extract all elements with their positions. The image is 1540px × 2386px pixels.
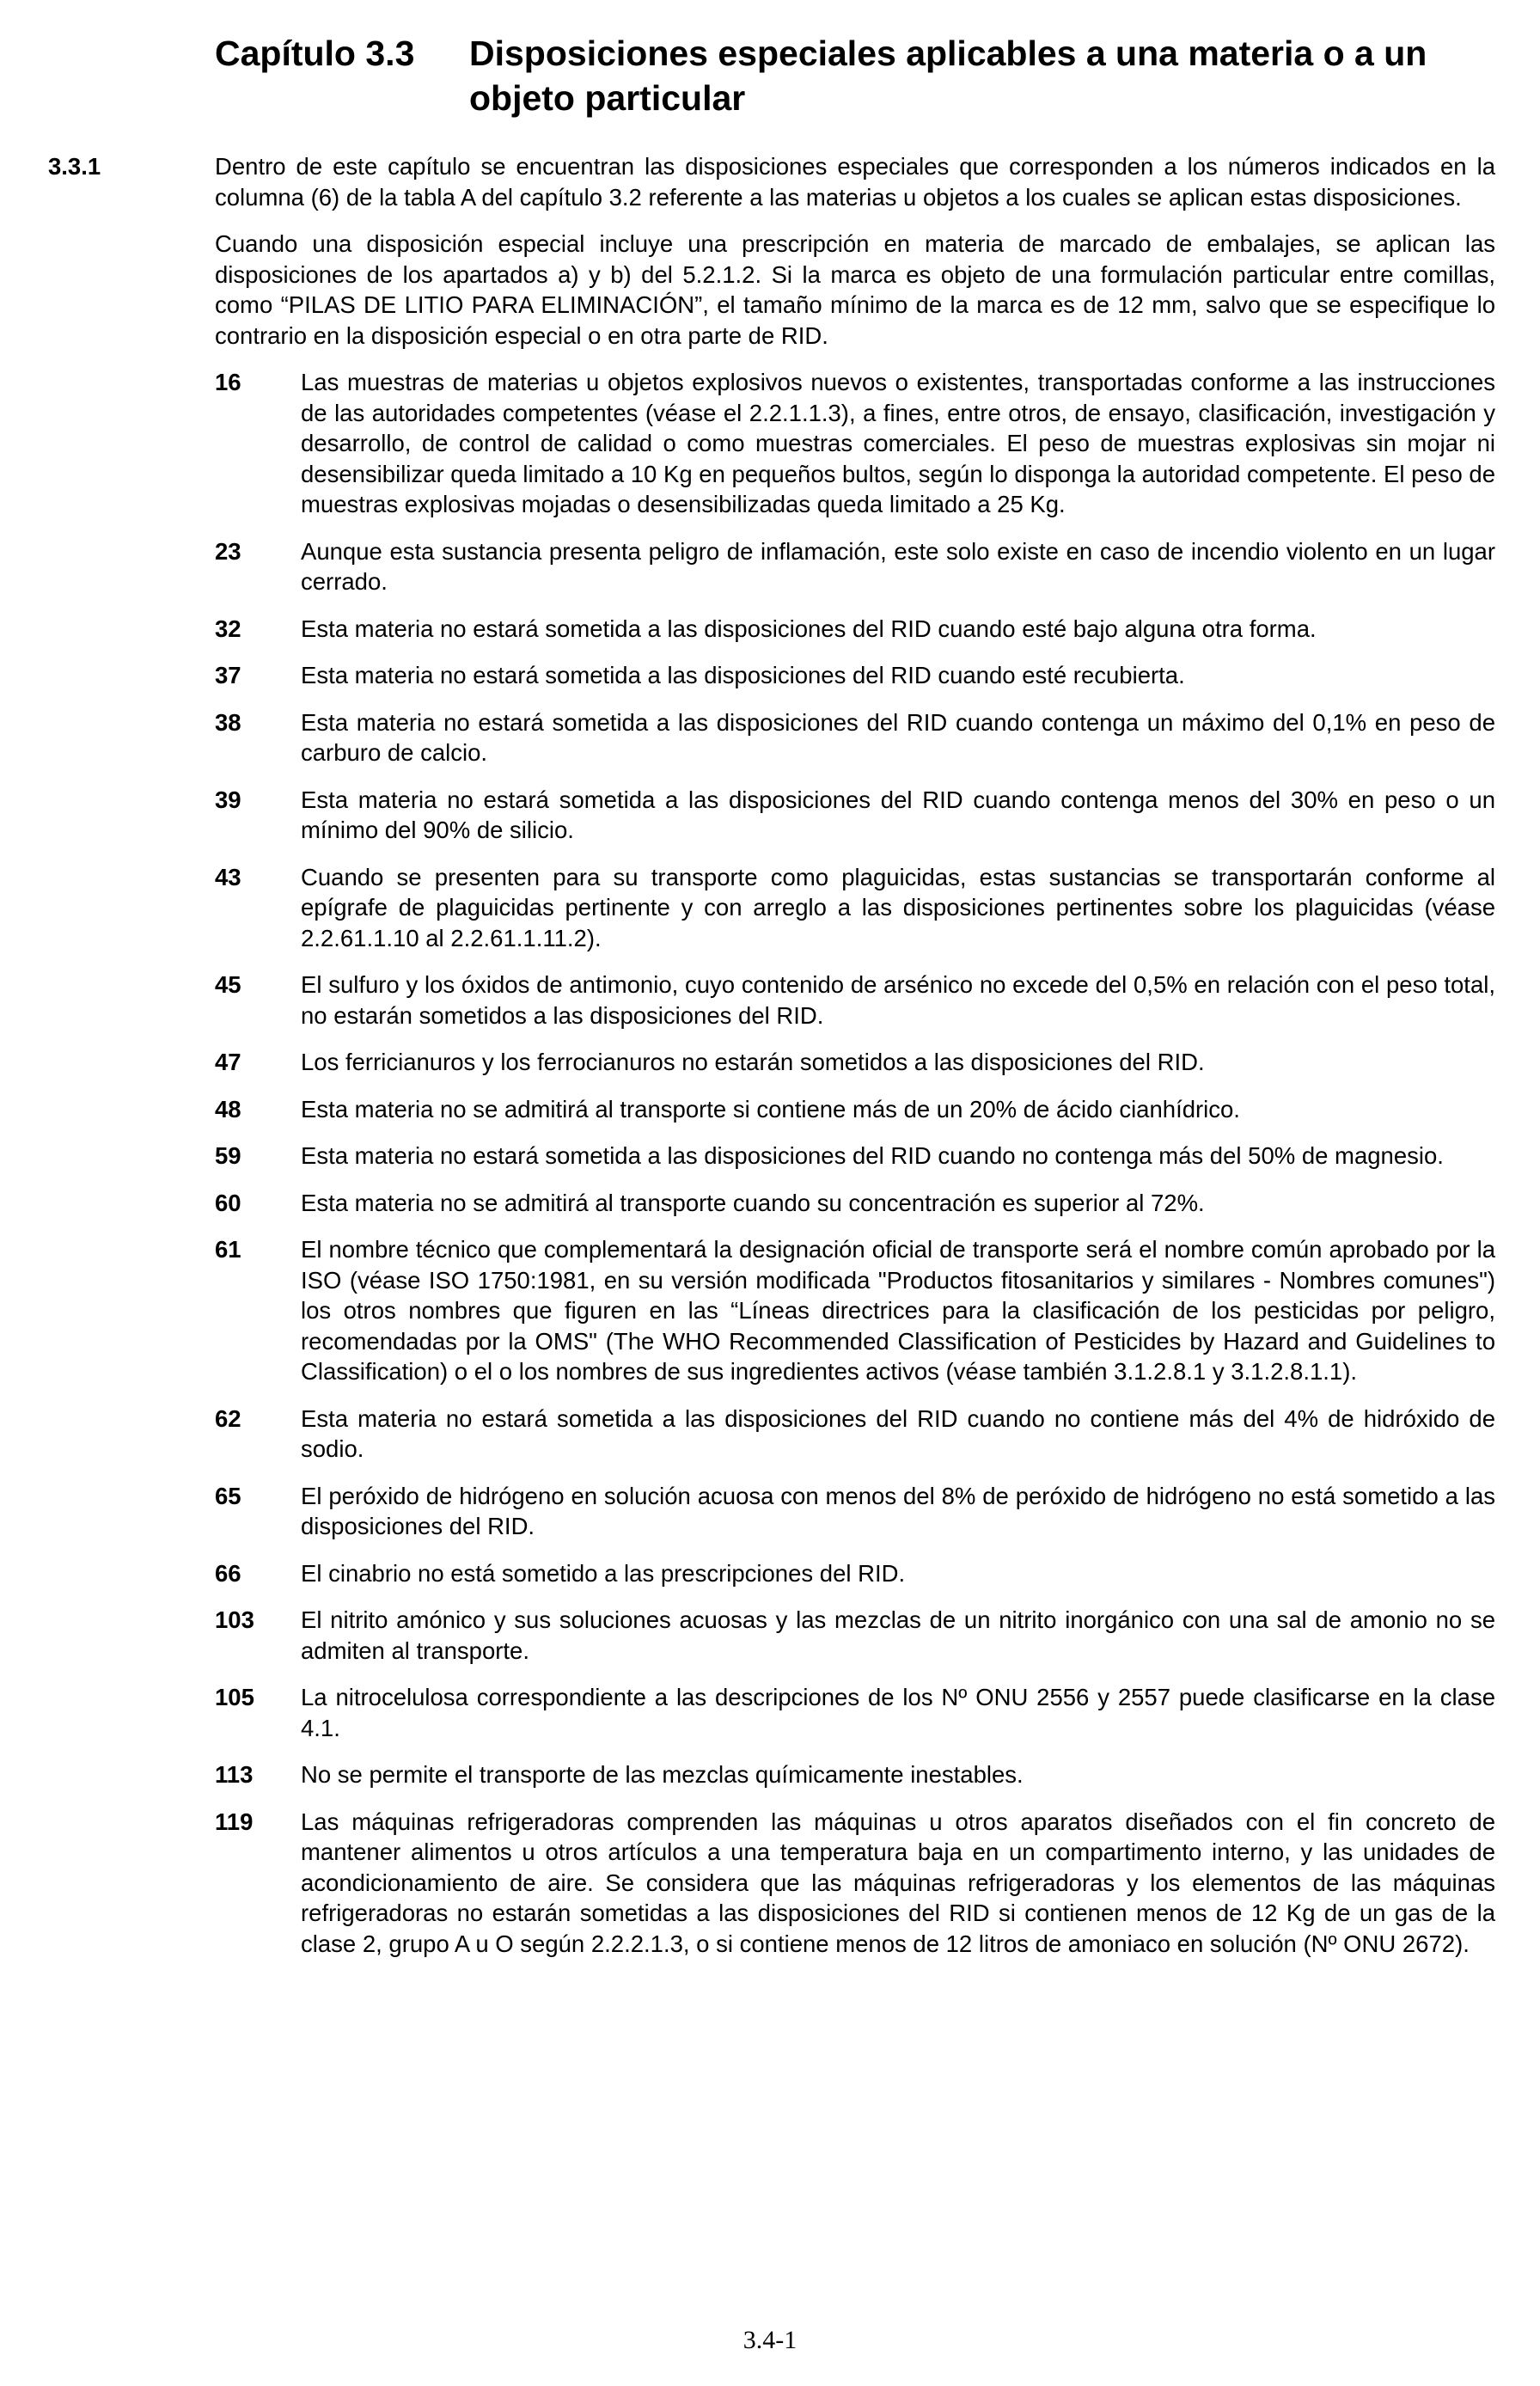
section-number: 3.3.1 <box>48 153 101 180</box>
section-body <box>215 151 1495 1975</box>
provision-number: 113 <box>215 1761 254 1788</box>
provision-entry <box>215 785 1495 846</box>
provision-entry <box>215 1481 1495 1542</box>
provision-number: 61 <box>215 1236 241 1263</box>
provision-text: No se permite el transporte de las mezclas químicamente inestables. <box>301 1761 1024 1788</box>
provision-text: Esta materia no estará sometida a las disposiciones del RID cuando esté recubierta. <box>301 662 1185 688</box>
provision-number: 38 <box>215 708 241 736</box>
provision-number: 62 <box>215 1404 241 1432</box>
provision-entry <box>215 1188 1495 1219</box>
provision-text: Esta materia no estará sometida a las disposiciones del RID cuando no contiene más del 4% de hidróxido de sodio. <box>301 1404 1495 1462</box>
provision-entry <box>215 1759 1495 1790</box>
provision-text: Esta materia no estará sometida a las disposiciones del RID cuando esté bajo alguna otra forma. <box>301 615 1317 642</box>
provision-text: Las máquinas refrigeradoras comprenden las máquinas u otros aparatos diseñados con el fin concreto de mantener alimentos u otros artículos a una temperatura baja en un compartimento interno, y las unidades de acondicionamiento de aire. Se considera que las máquinas refrigeradoras y los elementos de las máquinas refrigeradoras no estarán sometidas a las disposiciones del RID si contienen menos de 12 Kg de un gas de la clase 2, grupo A u O según 2.2.2.1.3, o si contiene menos de 12 litros de amoniaco en solución (Nº ONU 2672). <box>301 1808 1495 1957</box>
provision-text: Esta materia no estará sometida a las disposiciones del RID cuando contenga menos del 30% en peso o un mínimo del 90% de silicio. <box>301 786 1495 843</box>
provision-number: 43 <box>215 863 241 890</box>
provision-number: 60 <box>215 1189 241 1216</box>
provision-text: Las muestras de materias u objetos explosivos nuevos o existentes, transportadas conforme a las instrucciones de las autoridades competentes (véase el 2.2.1.1.3), a fines, entre otros, de ensayo, clasificación, investigación y desarrollo, de control de calidad o como muestras comerciales. El peso de muestras explosivas sin mojar ni desensibilizar queda limitado a 10 Kg en pequeños bultos, según lo disponga la autoridad competente. El peso de muestras explosivas mojadas o desensibilizadas queda limitado a 25 Kg. <box>301 369 1495 517</box>
provision-entry <box>215 1558 1495 1589</box>
page-number: 3.4-1 <box>742 2326 798 2354</box>
provision-entry <box>215 1234 1495 1387</box>
provision-entry <box>215 1605 1495 1666</box>
provision-number: 37 <box>215 662 241 688</box>
provision-text: Esta materia no se admitirá al transporte cuando su concentración es superior al 72%. <box>301 1189 1205 1216</box>
provision-entry <box>215 1404 1495 1465</box>
provision-text: El nombre técnico que complementará la designación oficial de transporte será el nombre común aprobado por la ISO (véase ISO 1750:1981, en su versión modificada "Productos fitosanitarios y similares - Nombres comunes") los otros nombres que figuren en las “Líneas directrices para la clasificación de los pesticidas por peligro, recomendadas por la OMS" (The WHO Recommended Classification of Pesticides by Hazard and Guidelines to Classification) o el o los nombres de sus ingredientes activos (véase también 3.1.2.8.1 y 3.1.2.8.1.1). <box>301 1236 1495 1385</box>
provision-number: 59 <box>215 1142 241 1169</box>
provision-number: 105 <box>215 1684 254 1710</box>
provision-entry <box>215 1094 1495 1125</box>
provision-text: Los ferricianuros y los ferrocianuros no estarán sometidos a las disposiciones del RID. <box>301 1049 1205 1075</box>
provision-entry <box>215 367 1495 520</box>
provision-number: 32 <box>215 615 241 642</box>
provision-entry <box>215 1682 1495 1743</box>
provision-number: 119 <box>215 1808 254 1835</box>
provision-number: 45 <box>215 971 241 998</box>
provision-text: Esta materia no estará sometida a las disposiciones del RID cuando no contenga más del 50% de magnesio. <box>301 1142 1444 1169</box>
provision-text: Aunque esta sustancia presenta peligro de inflamación, este solo existe en caso de incendio violento en un lugar cerrado. <box>301 537 1495 595</box>
provision-number: 66 <box>215 1559 241 1587</box>
provision-entry <box>215 970 1495 1031</box>
provision-number: 47 <box>215 1049 241 1075</box>
provision-number: 39 <box>215 786 241 813</box>
provision-text: La nitrocelulosa correspondiente a las descripciones de los Nº ONU 2556 y 2557 puede clasificarse en la clase 4.1. <box>301 1684 1495 1741</box>
provision-text: El nitrito amónico y sus soluciones acuosas y las mezclas de un nitrito inorgánico con una sal de amonio no se admiten al transporte. <box>301 1606 1495 1664</box>
provision-entry <box>215 660 1495 691</box>
intro-paragraph: Cuando una disposición especial incluye una prescripción en materia de marcado de embalajes, se aplican las disposiciones de los apartados a) y b) del 5.2.1.2. Si la marca es objeto de una formulación particular entre comillas, como “PILAS DE LITIO PARA ELIMINACIÓN”, el tamaño mínimo de la marca es de 12 mm, salvo que se especifique lo contrario en la disposición especial o en otra parte de RID. <box>215 230 1495 349</box>
provision-text: El peróxido de hidrógeno en solución acuosa con menos del 8% de peróxido de hidrógeno no está sometido a las disposiciones del RID. <box>301 1482 1495 1539</box>
provision-text: Esta materia no se admitirá al transporte si contiene más de un 20% de ácido cianhídrico. <box>301 1095 1240 1123</box>
provision-text: Cuando se presenten para su transporte como plaguicidas, estas sustancias se transportarán conforme al epígrafe de plaguicidas pertinente y con arreglo a las disposiciones pertinentes sobre los plaguicidas (véase 2.2.61.1.10 al 2.2.61.1.11.2). <box>301 863 1495 951</box>
provision-text: Esta materia no estará sometida a las disposiciones del RID cuando contenga un máximo del 0,1% en peso de carburo de calcio. <box>301 708 1495 766</box>
provision-entry <box>215 614 1495 645</box>
provision-number: 65 <box>215 1482 241 1509</box>
provision-number: 48 <box>215 1095 241 1123</box>
provision-entry <box>215 862 1495 954</box>
provision-text: El sulfuro y los óxidos de antimonio, cuyo contenido de arsénico no excede del 0,5% en relación con el peso total, no estarán sometidos a las disposiciones del RID. <box>301 971 1495 1029</box>
chapter-title: Disposiciones especiales aplicables a una materia o a un objeto particular <box>469 34 1427 118</box>
provision-entry <box>215 1047 1495 1078</box>
intro-paragraph: Dentro de este capítulo se encuentran las disposiciones especiales que corresponden a los números indicados en la columna (6) de la tabla A del capítulo 3.2 referente a las materias u objetos a los cuales se aplican estas disposiciones. <box>215 153 1495 211</box>
provision-entry <box>215 707 1495 768</box>
provision-number: 23 <box>215 537 241 565</box>
provision-number: 16 <box>215 369 241 395</box>
provision-text: El cinabrio no está sometido a las prescripciones del RID. <box>301 1559 906 1587</box>
provision-entry <box>215 1807 1495 1960</box>
provision-entry <box>215 1141 1495 1172</box>
provision-entry <box>215 536 1495 597</box>
provision-number: 103 <box>215 1606 254 1633</box>
chapter-number: Capítulo 3.3 <box>215 34 415 73</box>
